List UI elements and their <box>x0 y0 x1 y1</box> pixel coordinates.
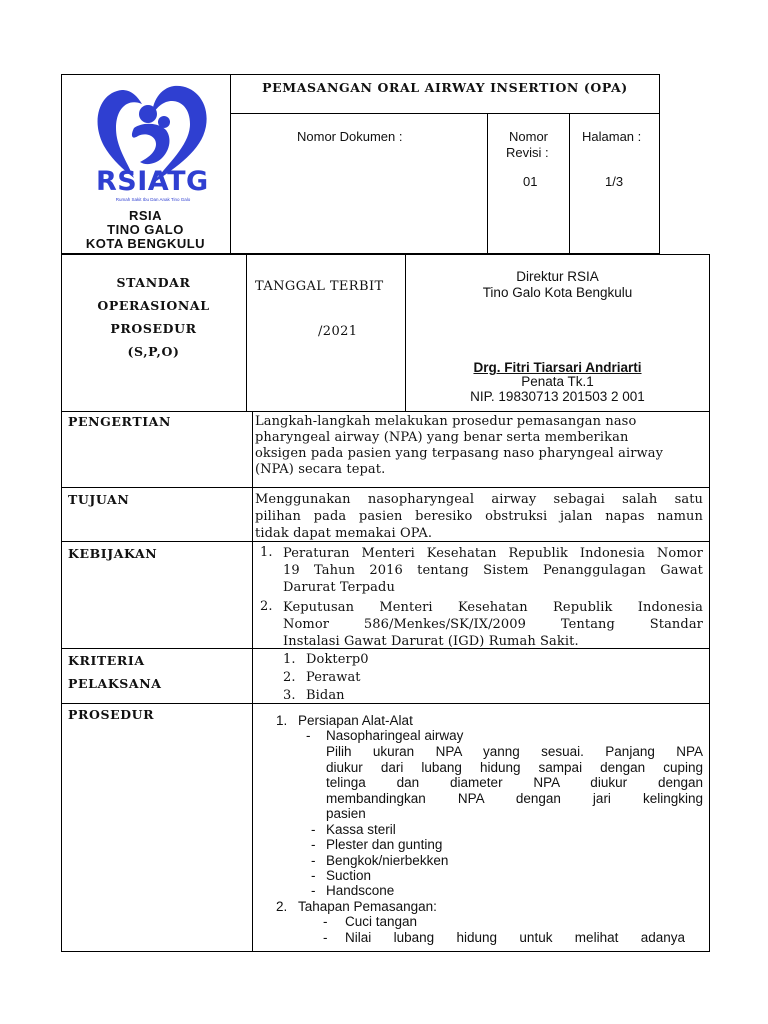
tool-item: Handscone <box>326 883 395 898</box>
pengertian-label: PENGERTIAN <box>68 414 171 429</box>
revision-label: Revisi : <box>506 145 549 160</box>
doc-number-label: Nomor Dokumen : <box>297 129 403 144</box>
signer-name: Drg. Fitri Tiarsari Andriarti <box>473 360 642 375</box>
kebijakan-number: 1. <box>260 545 273 560</box>
org-name-line1: RSIA <box>128 208 163 223</box>
kebijakan-item <box>283 545 703 596</box>
org-name-line3: KOTA BENGKULU <box>85 236 206 251</box>
kriteria-label: KRITERIA <box>68 653 145 668</box>
tujuan-label: TUJUAN <box>68 492 130 507</box>
director-title: Direktur RSIA <box>516 269 599 284</box>
tujuan-line: tidak dapat memakai OPA. <box>255 526 433 541</box>
header-divider <box>230 74 231 254</box>
sop-label: PROSEDUR <box>110 321 197 336</box>
npa-note-line: Pilih ukuran NPA yanng sesuai. Panjang NPA <box>326 744 703 759</box>
sop-divider <box>61 411 710 412</box>
pengertian-line: pharyngeal airway (NPA) yang benar serta memberikan <box>255 430 629 445</box>
npa-note-line: telinga dan diameter NPA diukur dengan <box>326 775 703 790</box>
pengertian-line: oksigen pada pasien yang terpasang naso pharyngeal airway <box>255 446 664 461</box>
npa-note-line: pasien <box>326 806 366 821</box>
dash-bullet: - <box>311 883 316 898</box>
npa-note <box>326 744 703 822</box>
kebijakan-item <box>283 599 703 650</box>
prosedur-step: Tahapan Pemasangan: <box>298 899 437 914</box>
dash-bullet: - <box>311 853 316 868</box>
tujuan-line: Menggunakan nasopharyngeal airway sebagai salah satu <box>255 492 703 507</box>
kriteria-label: PELAKSANA <box>68 676 162 691</box>
sop-label: (S,P,O) <box>127 344 180 359</box>
dash-bullet: - <box>311 837 316 852</box>
logo-tagline: Rumah Sakit Ibu Dan Anak Tino Galo <box>115 197 191 202</box>
install-step: Cuci tangan <box>345 914 418 929</box>
pengertian-text <box>255 414 705 478</box>
kriteria-item: Bidan <box>306 688 345 703</box>
issue-date-label: TANGGAL TERBIT <box>255 279 384 294</box>
tool-item: Bengkok/nierbekken <box>326 853 449 868</box>
tool-item: Nasopharingeal airway <box>326 728 464 743</box>
prosedur-label: PROSEDUR <box>68 707 155 722</box>
sop-divider <box>246 254 247 411</box>
document-title: PEMASANGAN ORAL AIRWAY INSERTION (OPA) <box>262 80 628 95</box>
sop-divider <box>61 703 710 704</box>
page-label: Halaman : <box>582 129 642 144</box>
kriteria-number: 1. <box>283 652 296 667</box>
sop-divider <box>61 487 710 488</box>
kebijakan-line: 19 Tahun 2016 tentang Sistem Penanggulagan Gawat <box>283 563 703 578</box>
pengertian-line: Langkah-langkah melakukan prosedur pemasangan naso <box>255 414 637 429</box>
signer-rank: Penata Tk.1 <box>521 374 594 389</box>
dash-bullet: - <box>311 822 316 837</box>
npa-note-line: membandingkan NPA dengan jari kelingking <box>326 790 703 806</box>
kebijakan-line: Keputusan Menteri Kesehatan Republik Indonesia <box>283 600 703 615</box>
pengertian-line: (NPA) secara tepat. <box>255 462 386 477</box>
org-name-line2: TINO GALO <box>107 222 184 237</box>
kriteria-number: 2. <box>283 670 296 685</box>
revision-value: 01 <box>523 174 538 189</box>
prosedur-step-number: 1. <box>276 713 288 728</box>
tujuan-line: pilihan pada pasien beresiko obstruksi jalan napas namun <box>255 509 703 524</box>
signer-nip: NIP. 19830713 201503 2 001 <box>470 389 645 404</box>
director-title: Tino Galo Kota Bengkulu <box>482 285 633 300</box>
sop-label: STANDAR <box>116 275 191 290</box>
issue-date-value: /2021 <box>318 324 358 339</box>
kriteria-item: Perawat <box>306 670 361 685</box>
tujuan-text <box>255 491 703 542</box>
dash-bullet: - <box>323 930 328 945</box>
header-divider <box>230 113 660 114</box>
header-divider <box>487 113 488 254</box>
sop-label: OPERASIONAL <box>97 298 210 313</box>
kebijakan-number: 2. <box>260 599 273 614</box>
dash-bullet: - <box>323 914 328 929</box>
tool-item: Kassa steril <box>326 822 396 837</box>
tool-item: Suction <box>326 868 372 883</box>
page-value: 1/3 <box>605 174 624 189</box>
header-divider <box>569 113 570 254</box>
dash-bullet: - <box>306 728 311 743</box>
prosedur-step-number: 2. <box>276 899 288 914</box>
kriteria-number: 3. <box>283 688 296 703</box>
kebijakan-line: Darurat Terpadu <box>283 580 395 595</box>
kebijakan-line: Peraturan Menteri Kesehatan Republik Indonesia Nomor <box>283 546 703 561</box>
tool-item: Plester dan gunting <box>326 837 443 852</box>
kriteria-item: Dokterp0 <box>306 652 369 667</box>
dash-bullet: - <box>311 868 316 883</box>
sop-divider <box>252 411 253 952</box>
install-step: Nilai lubang hidung untuk melihat adanya <box>345 930 685 945</box>
kebijakan-line: Nomor 586/Menkes/SK/IX/2009 Tentang Standar <box>283 617 703 632</box>
revision-label: Nomor <box>509 129 549 144</box>
prosedur-step: Persiapan Alat-Alat <box>298 713 413 728</box>
kebijakan-label: KEBIJAKAN <box>68 546 158 561</box>
logo-text: RSIATG <box>96 166 209 197</box>
kebijakan-line: Instalasi Gawat Darurat (IGD) Rumah Sakit. <box>283 634 579 649</box>
npa-note-line: diukur dari lubang hidung sampai dengan cuping <box>326 759 703 775</box>
